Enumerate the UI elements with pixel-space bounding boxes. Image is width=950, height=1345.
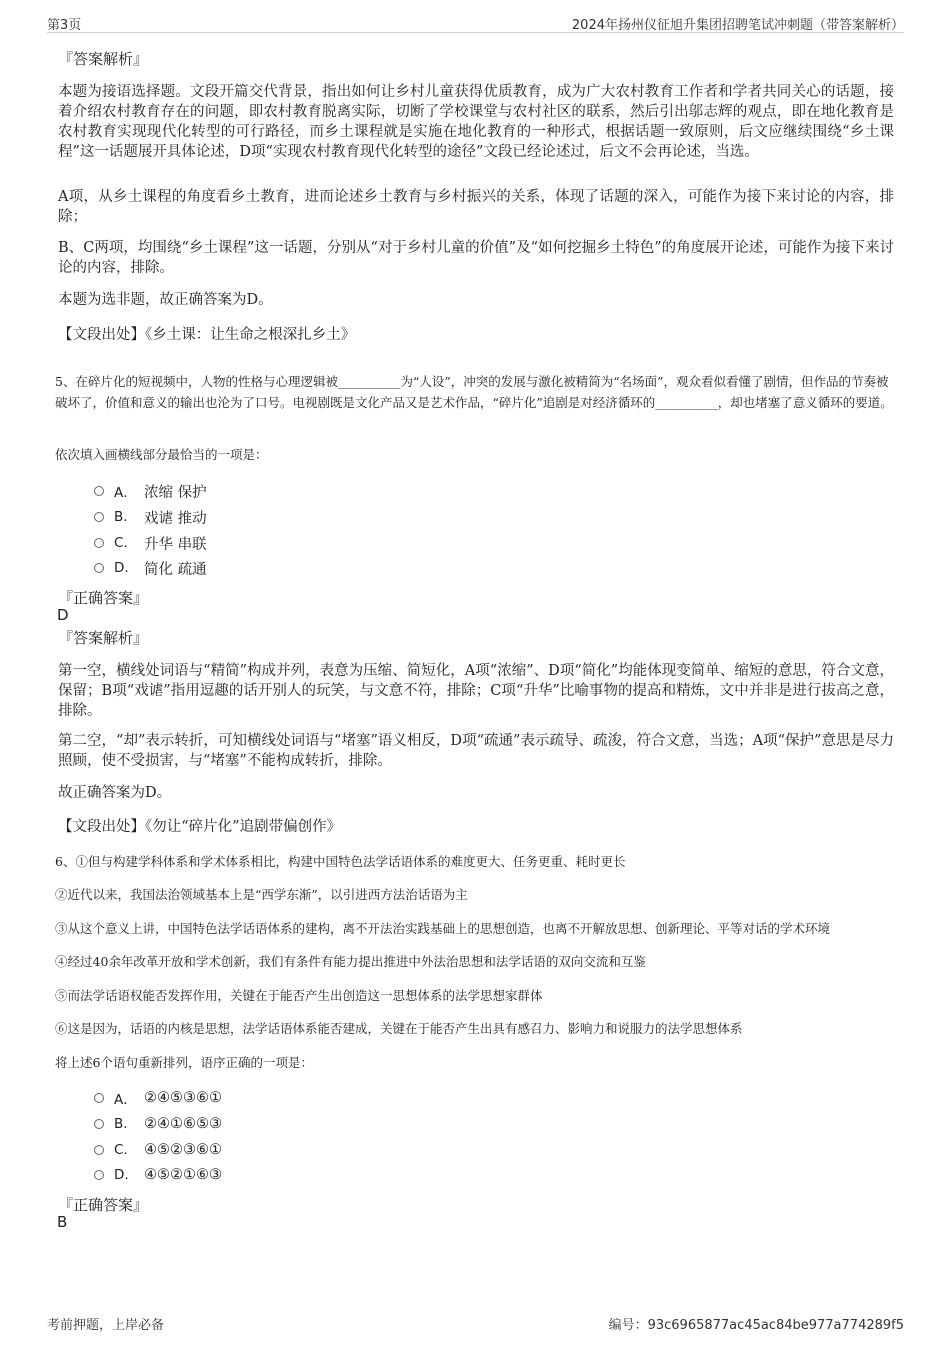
- q6-sentence-5: ⑤而法学话语权能否发挥作用，关键在于能否产生出创造这一思想体系的法学思想家群体: [55, 988, 543, 1003]
- q4-analysis-p2: A项，从乡土课程的角度看乡土教育，进而论述乡土教育与乡村振兴的关系，体现了话题的深入，可能作为接下来讨论的内容，排除；: [58, 189, 894, 225]
- radio-icon[interactable]: [94, 1145, 104, 1155]
- document-title: 2024年扬州仪征旭升集团招聘笔试冲刺题（带答案解析）: [571, 18, 904, 33]
- q6-sentence-1: 6、①但与构建学科体系和学术体系相比，构建中国特色法学话语体系的难度更大、任务更重、耗时更长: [55, 854, 626, 869]
- radio-icon[interactable]: [94, 486, 104, 496]
- q5-answer: D: [57, 606, 69, 624]
- q6-option-d[interactable]: D. ④⑤②①⑥③: [94, 1165, 222, 1185]
- q6-option-a[interactable]: A． ②④⑤③⑥①: [94, 1088, 222, 1108]
- q4-analysis-p4: 本题为选非题，故正确答案为D。: [58, 292, 273, 308]
- q6-sentence-3: ③从这个意义上讲，中国特色法学话语体系的建构，离不开法治实践基础上的思想创造，也离不开解放思想、创新理论、平等对话的学术环境: [55, 921, 831, 936]
- blank-1: __________: [337, 374, 401, 389]
- q5-analysis-p2: 第二空，“却”表示转折，可知横线处词语与“堵塞”语义相反，D项“疏通”表示疏导、疏浚，符合文意，当选；A项“保护”意思是尽力照顾，使不受损害，与“堵塞”不能构成转折，排除。: [58, 733, 894, 769]
- q6-answer: B: [57, 1213, 68, 1231]
- q5-stem: 5、在碎片化的短视频中，人物的性格与心理逻辑被__________为“人设”，冲突的发展与激化被精简为“名场面”，观众看似看懂了剧情，但作品的节奏被破坏了，价值和意义的输出也沦为了口号。电视剧既是文化产品又是艺术作品，“碎片化”追剧是对经济循环的__________，却也堵塞了意义循环的要道。: [55, 374, 893, 410]
- page-footer: [47, 1310, 904, 1333]
- q6-sentence-2: ②近代以来，我国法治领域基本上是“西学东渐”，以引进西方法治话语为主: [55, 887, 468, 902]
- q4-analysis-p1: 本题为接语选择题。文段开篇交代背景，指出如何让乡村儿童获得优质教育，成为广大农村教育工作者和学者共同关心的话题，接着介绍农村教育存在的问题，即农村教育脱离实际，切断了学校课堂与农村社区的联系，然后引出邬志辉的观点，即在地化教育是农村教育实现现代化转型的可行路径，而乡土课程就是实施在地化教育的一种形式，根据话题一致原则，后文应继续围绕“乡土课程”这一话题展开具体论述，D项“实现农村教育现代化转型的途径”文段已经论述过，后文不会再论述，当选。: [58, 84, 894, 160]
- radio-icon[interactable]: [94, 512, 104, 522]
- q4-analysis-p3: B、C两项，均围绕“乡土课程”这一话题，分别从“对于乡村儿童的价值”及“如何挖掘乡土特色”的角度展开论述，可能作为接下来讨论的内容，排除。: [58, 240, 894, 276]
- q5-analysis-p1: 第一空，横线处词语与“精简”构成并列，表意为压缩、简短化，A项“浓缩”、D项“简化”均能体现变简单、缩短的意思，符合文意，保留；B项“戏谑”指用逗趣的话开别人的玩笑，与文意不符，排除；C项“升华”比喻事物的提高和精炼，文中并非是进行拔高之意，排除。: [58, 663, 894, 719]
- radio-icon[interactable]: [94, 1119, 104, 1129]
- radio-icon[interactable]: [94, 1093, 104, 1103]
- q5-option-d[interactable]: D. 简化 疏通: [94, 558, 207, 578]
- q5-analysis-p3: 故正确答案为D。: [58, 785, 172, 801]
- q6-sentence-6: ⑥这是因为，话语的内核是思想，法学话语体系能否建成，关键在于能否产生出具有感召力、影响力和说服力的法学思想体系: [55, 1021, 743, 1036]
- radio-icon[interactable]: [94, 563, 104, 573]
- q6-option-b[interactable]: B. ②④①⑥⑤③: [94, 1114, 222, 1134]
- page-number: 第3页: [47, 18, 82, 33]
- radio-icon[interactable]: [94, 1170, 104, 1180]
- q6-sentence-4: ④经过40余年改革开放和学术创新，我们有条件有能力提出推进中外法治思想和法学话语的双向交流和互鉴: [55, 954, 646, 969]
- q5-prompt: 依次填入画横线部分最恰当的一项是：: [55, 447, 268, 462]
- q5-option-a[interactable]: A． 浓缩 保护: [94, 481, 207, 501]
- footer-slogan: 考前押题，上岸必备: [47, 1318, 165, 1333]
- q5-option-c[interactable]: C. 升华 串联: [94, 533, 207, 553]
- radio-icon[interactable]: [94, 538, 104, 548]
- q5-option-b[interactable]: B. 戏谑 推动: [94, 507, 207, 527]
- q4-source: 【文段出处】《乡土课：让生命之根深扎乡土》: [58, 327, 356, 343]
- page-header: [47, 12, 904, 33]
- q6-option-c[interactable]: C. ④⑤②③⑥①: [94, 1140, 222, 1160]
- q5-analysis-label: 『答案解析』: [58, 629, 149, 647]
- q5-answer-label: 『正确答案』: [58, 589, 149, 607]
- q5-source: 【文段出处】《勿让“碎片化”追剧带偏创作》: [58, 819, 342, 835]
- blank-2: __________: [655, 395, 718, 410]
- q4-analysis-label: 『答案解析』: [58, 50, 149, 68]
- document-id: 编号：93c6965877ac45ac84be977a774289f5: [608, 1318, 904, 1333]
- q6-prompt: 将上述6个语句重新排列，语序正确的一项是：: [55, 1055, 313, 1070]
- q6-answer-label: 『正确答案』: [58, 1196, 149, 1214]
